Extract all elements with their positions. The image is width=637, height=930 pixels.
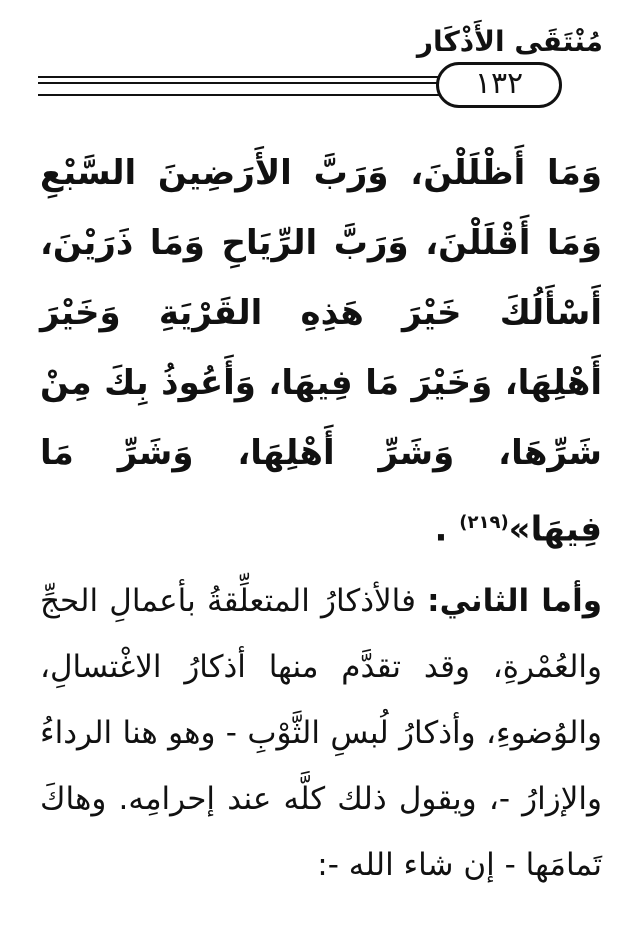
paragraph-text: فالأذكارُ المتعلِّقةُ بأعمالِ الحجِّ والعُمْرةِ، وقد تقدَّم منها أذكارُ الاغْتسالِ، والوُضوءِ، وأذكارُ لُبسِ الثَّوْبِ - وهو هنا الرداءُ والإزارُ -، ويقول ذلك كلَّه عند إحرامِه. وهاكَ تَمامَها - إن شاء الله -: (40, 583, 602, 884)
hadith-text (40, 138, 602, 564)
page-header (38, 18, 603, 108)
header-rule (38, 82, 458, 84)
hadith-body: وَمَا أَظْلَلْنَ، وَرَبَّ الأَرَضِينَ السَّبْعِ وَمَا أَقْلَلْنَ، وَرَبَّ الرِّيَاحِ وَمَا ذَرَيْنَ، أَسْأَلُكَ خَيْرَ هَذِهِ القَرْيَةِ وَخَيْرَ أَهْلِهَا، وَخَيْرَ مَا فِيهَا، وَأَعُوذُ بِكَ مِنْ شَرِّهَا، وَشَرِّ أَهْلِهَا، وَشَرِّ مَا فِيهَا» (40, 153, 602, 550)
paragraph-lead: وأما الثاني: (427, 583, 603, 620)
hadith-end: . (434, 509, 448, 550)
footnote-reference: (٢١٩) (459, 512, 509, 533)
book-title: مُنْتَقَى الأَذْكَار (416, 25, 603, 58)
header-rule (38, 76, 458, 78)
header-rule (38, 94, 458, 96)
body-paragraph (40, 568, 602, 898)
page-content (40, 138, 602, 898)
page-number: ١٣٢ (436, 62, 562, 108)
